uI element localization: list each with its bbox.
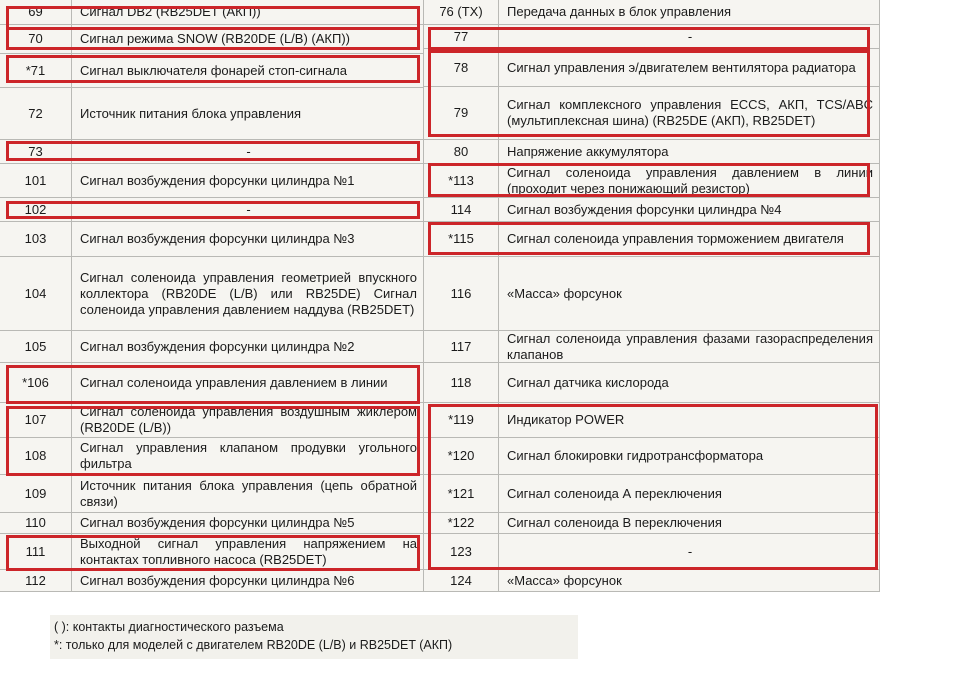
pin-number: 124 [424,570,499,592]
pin-description: «Масса» форсунок [499,570,880,592]
pin-description: Сигнал датчика кислорода [499,363,880,403]
pin-number: 101 [0,164,72,198]
pin-description: Выходной сигнал управления напряжением на контактах топливного насоса (RB25DET) [72,534,424,570]
pin-description: Сигнал возбуждения форсунки цилиндра №5 [72,513,424,534]
pin-description: Передача данных в блок управления [499,0,880,25]
pin-number: 118 [424,363,499,403]
pin-description: - [499,25,880,49]
pin-number: 102 [0,198,72,222]
pin-number: 112 [0,570,72,592]
pin-number: 104 [0,257,72,331]
pin-description: Источник питания блока управления [72,88,424,140]
pin-description: Сигнал соленоида управления давлением в линии (проходит через понижающий резистор) [499,164,880,198]
pin-description: Сигнал возбуждения форсунки цилиндра №1 [72,164,424,198]
pin-number: 78 [424,49,499,87]
pin-description: Сигнал соленоида управления торможением двигателя [499,222,880,257]
legend-line-brackets: ( ): контакты диагностического разъема [54,620,284,634]
pin-description: Сигнал режима SNOW (RB20DE (L/B) (АКП)) [72,25,424,54]
pin-description: Сигнал блокировки гидротрансформатора [499,438,880,475]
pin-number: 76 (TX) [424,0,499,25]
pin-description: Сигнал соленоида А переключения [499,475,880,513]
pin-description: Сигнал возбуждения форсунки цилиндра №3 [72,222,424,257]
pin-description: Источник питания блока управления (цепь обратной связи) [72,475,424,513]
pin-description: «Масса» форсунок [499,257,880,331]
pin-number: 117 [424,331,499,363]
pin-number: *119 [424,403,499,438]
pin-number: 109 [0,475,72,513]
pin-number: *122 [424,513,499,534]
pin-number: 116 [424,257,499,331]
pin-number: 69 [0,0,72,25]
pin-number: 123 [424,534,499,570]
pin-number: *115 [424,222,499,257]
pin-number: 79 [424,87,499,140]
pin-description: Сигнал соленоида В переключения [499,513,880,534]
pin-description: Сигнал выключателя фонарей стоп-сигнала [72,54,424,88]
pin-description: Сигнал возбуждения форсунки цилиндра №2 [72,331,424,363]
pin-number: *113 [424,164,499,198]
pin-number: 72 [0,88,72,140]
pin-description: Сигнал возбуждения форсунки цилиндра №4 [499,198,880,222]
pin-number: 114 [424,198,499,222]
pin-description: Сигнал управления клапаном продувки угольного фильтра [72,438,424,475]
pin-description: Сигнал управления э/двигателем вентилятора радиатора [499,49,880,87]
pin-number: 111 [0,534,72,570]
pin-number: 80 [424,140,499,164]
pin-description: Сигнал соленоида управления геометрией впускного коллектора (RB20DE (L/B) или RB25DE) Сигнал соленоида управления давлением наддува (RB25DET) [72,257,424,331]
pin-number: *71 [0,54,72,88]
pin-description: Сигнал комплексного управления ECCS, АКП, TCS/ABC (мультиплексная шина) (RB25DE (АКП), RB25DET) [499,87,880,140]
legend-line-asterisk: *: только для моделей с двигателем RB20DE (L/B) и RB25DET (АКП) [54,638,453,652]
pin-number: 105 [0,331,72,363]
pin-number: 110 [0,513,72,534]
pin-number: 73 [0,140,72,164]
pin-description: - [72,140,424,164]
pin-description: - [499,534,880,570]
pin-description: Индикатор POWER [499,403,880,438]
pin-description: Сигнал соленоида управления воздушным жиклером (RB20DE (L/B)) [72,403,424,438]
pin-description: Сигнал соленоида управления давлением в линии [72,363,424,403]
pin-description: Напряжение аккумулятора [499,140,880,164]
pin-number: *120 [424,438,499,475]
legend [50,615,578,659]
pin-number: 77 [424,25,499,49]
pin-number: 108 [0,438,72,475]
pin-number: *121 [424,475,499,513]
pin-description: - [72,198,424,222]
pin-number: 103 [0,222,72,257]
pin-description: Сигнал возбуждения форсунки цилиндра №6 [72,570,424,592]
pin-number: *106 [0,363,72,403]
pin-number: 107 [0,403,72,438]
pin-description: Сигнал DB2 (RB25DET (АКП)) [72,0,424,25]
pin-number: 70 [0,25,72,54]
pin-description: Сигнал соленоида управления фазами газораспределения клапанов [499,331,880,363]
